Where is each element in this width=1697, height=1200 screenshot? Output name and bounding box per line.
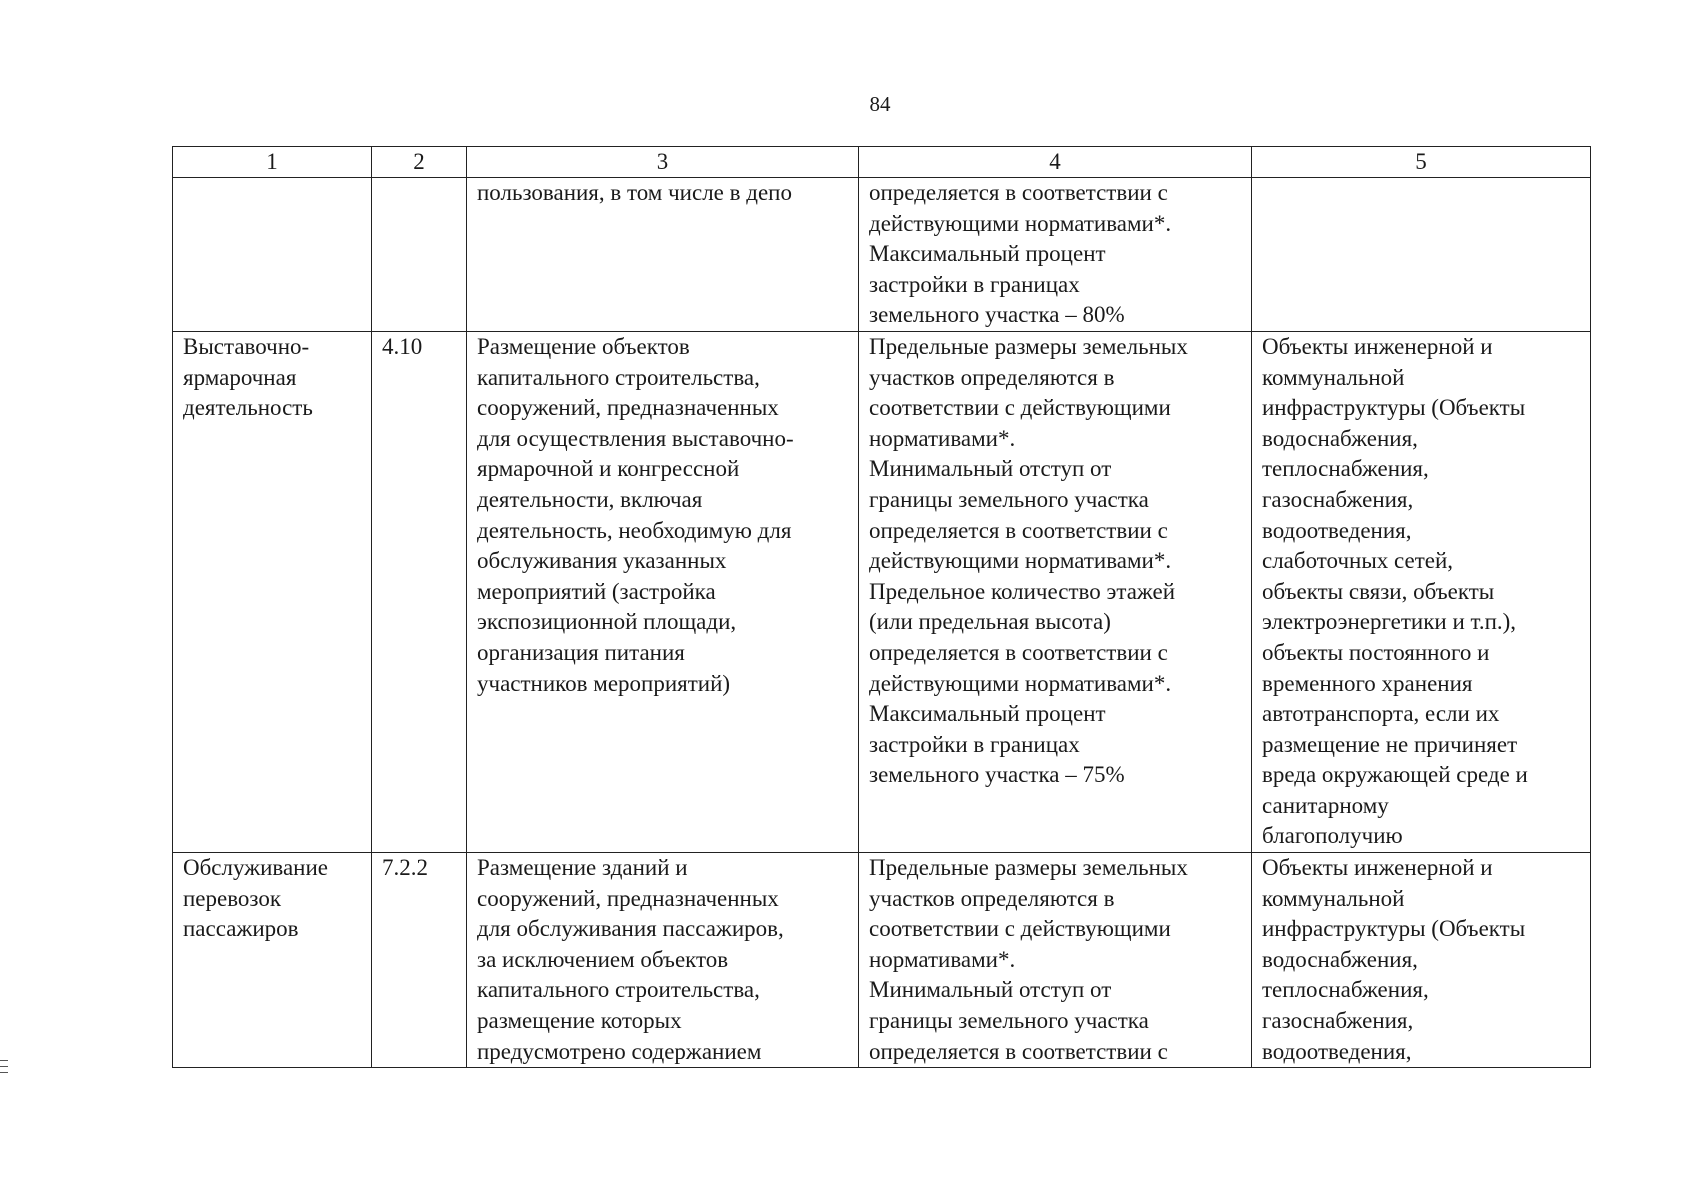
- table-row: [173, 853, 1591, 1068]
- column-header-3: 3: [467, 147, 859, 178]
- table-header-row: [173, 147, 1591, 178]
- cell-use-code-text: 7.2.2: [382, 855, 428, 881]
- table-row: [173, 331, 1591, 852]
- cell-auxiliary-uses-text: Объекты инженерной и коммунальной инфраструктуры (Объекты водоснабжения, теплоснабжения, газоснабжения, водоотведения,: [1262, 855, 1526, 1064]
- column-header-5: 5: [1252, 147, 1591, 178]
- cell-auxiliary-uses: [1252, 853, 1591, 1068]
- cell-use-name-text: Обслуживание перевозок пассажиров: [183, 855, 328, 942]
- cell-use-code: [372, 178, 467, 332]
- cell-use-name: [173, 853, 372, 1068]
- margin-tick: [0, 1066, 8, 1067]
- cell-auxiliary-uses: Объекты инженерной и коммунальной инфраструктуры (Объекты водоснабжения, теплоснабжения, газоснабжения, водоотведения, слаботочных сетей, объекты связи, объекты электроэнергетики и т.п.), объекты постоянного и временного хранения автотранспорта, если их размещение не причиняет вреда окружающей среде и санитарному благополучию: [1252, 331, 1591, 852]
- cell-use-code: [372, 853, 467, 1068]
- cell-parameters-text: Предельные размеры земельных участков определяются в соответствии с действующими нормативами*. Минимальный отступ от границы земельного участка определяется в соответствии с: [869, 855, 1188, 1064]
- cell-use-description: [467, 853, 859, 1068]
- table-row: [173, 178, 1591, 332]
- cell-use-code: 4.10: [372, 331, 467, 852]
- cell-parameters: определяется в соответствии с действующими нормативами*. Максимальный процент застройки в границах земельного участка – 80%: [859, 178, 1252, 332]
- page-number: 84: [869, 92, 891, 116]
- margin-tick: [0, 1060, 8, 1061]
- cell-use-name: Выставочно- ярмарочная деятельность: [173, 331, 372, 852]
- cell-parameters: [859, 853, 1252, 1068]
- land-use-table: [172, 146, 1591, 1068]
- cell-use-description-text: Размещение зданий и сооружений, предназначенных для обслуживания пассажиров, за исключением объектов капитального строительства, размещение которых предусмотрено содержанием: [477, 855, 784, 1064]
- column-header-1: 1: [173, 147, 372, 178]
- cell-parameters: Предельные размеры земельных участков определяются в соответствии с действующими нормативами*. Минимальный отступ от границы земельного участка определяется в соответствии с действующими нормативами*. Предельное количество этажей (или предельная высота) определяется в соответствии с действующими нормативами*. Максимальный процент застройки в границах земельного участка – 75%: [859, 331, 1252, 852]
- scan-margin-marks: [0, 1060, 10, 1078]
- cell-use-description: пользования, в том числе в депо: [467, 178, 859, 332]
- cell-use-description: Размещение объектов капитального строительства, сооружений, предназначенных для осуществления выставочно- ярмарочной и конгрессной деятельности, включая деятельность, необходимую для обслуживания указанных мероприятий (застройка экспозиционной площади, организация питания участников мероприятий): [467, 331, 859, 852]
- column-header-4: 4: [859, 147, 1252, 178]
- cell-use-name: [173, 178, 372, 332]
- margin-tick: [0, 1072, 8, 1073]
- cell-auxiliary-uses: [1252, 178, 1591, 332]
- column-header-2: 2: [372, 147, 467, 178]
